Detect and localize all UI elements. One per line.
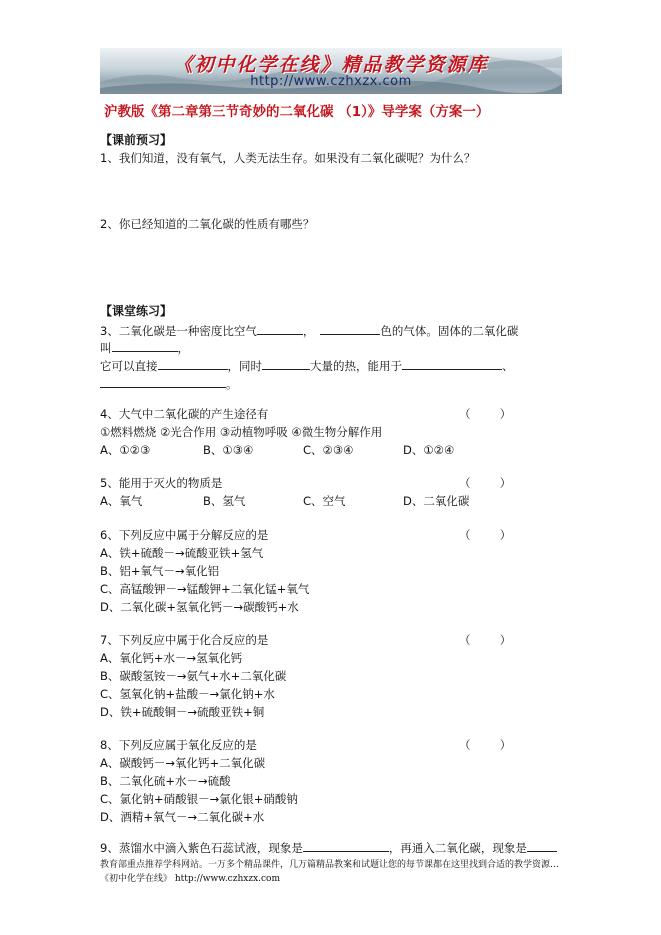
q4-option-c[interactable]: C、②③④ <box>303 443 354 457</box>
question-3-line-4 <box>100 374 238 392</box>
q9-text-2: ，再通入二氧化碳，现象是 <box>388 841 527 855</box>
q3-blank-2[interactable] <box>320 321 380 335</box>
q6-option-b[interactable]: B、铝+氧气－→氧化铝 <box>100 564 220 578</box>
q4-option-a[interactable]: A、①②③ <box>100 443 151 457</box>
q4-option-b[interactable]: B、①③④ <box>203 443 254 457</box>
question-4-answer-blank[interactable]: （ ） <box>459 407 512 421</box>
q4-option-d[interactable]: D、①②④ <box>403 443 455 457</box>
footer-text: 教育部重点推荐学科网站。一万多个精品课件，几万篇精品教案和试题让您的每节课都在这里找到合适的教学资源…《初中化学在线》 <box>100 860 560 884</box>
q5-option-a[interactable]: A、氧气 <box>100 494 143 508</box>
q7-option-c[interactable]: C、氢氧化钠+盐酸－→氯化钠+水 <box>100 687 275 701</box>
q3-blank-1[interactable] <box>257 321 303 335</box>
question-9 <box>100 838 557 856</box>
q3-text-4: 叫 <box>100 341 112 355</box>
q9-blank-2[interactable] <box>527 838 557 852</box>
question-2: 2、你已经知道的二氧化碳的性质有哪些？ <box>100 217 315 231</box>
q3-text-10: 。 <box>226 377 238 391</box>
question-6-answer-blank[interactable]: （ ） <box>459 528 512 542</box>
question-3-line-1 <box>100 321 518 339</box>
question-1: 1、我们知道，没有氧气，人类无法生存。如果没有二氧化碳呢？为什么？ <box>100 151 476 165</box>
q7-option-b[interactable]: B、碳酸氢铵－→氨气+水+二氧化碳 <box>100 669 287 683</box>
q6-option-d[interactable]: D、二氧化碳+氢氧化钙－→碳酸钙+水 <box>100 600 299 614</box>
section-preview-heading: 【课前预习】 <box>100 133 173 147</box>
question-7-stem: 7、下列反应中属于化合反应的是 <box>100 633 269 647</box>
q9-text-1: 9、蒸馏水中滴入紫色石蕊试液，现象是 <box>100 841 303 855</box>
footer-note <box>100 858 570 886</box>
q3-blank-4[interactable] <box>158 356 228 370</box>
q3-text-1: 3、二氧化碳是一种密度比空气 <box>100 324 257 338</box>
question-3-line-2 <box>100 338 189 356</box>
section-practice-heading: 【课堂练习】 <box>100 304 173 318</box>
q3-blank-3[interactable] <box>112 338 178 352</box>
q9-blank-1[interactable] <box>303 838 389 852</box>
question-5-answer-blank[interactable]: （ ） <box>459 476 512 490</box>
question-5-options <box>100 493 469 509</box>
q8-option-a[interactable]: A、碳酸钙－→氧化钙+二氧化碳 <box>100 756 266 770</box>
question-8-stem: 8、下列反应属于氧化反应的是 <box>100 738 257 752</box>
banner-url[interactable]: http://www.czhxzx.com <box>250 74 412 89</box>
footer-url[interactable]: http://www.czhxzx.com <box>174 874 281 884</box>
question-8-answer-blank[interactable]: （ ） <box>459 738 512 752</box>
question-5-stem: 5、能用于灭火的物质是 <box>100 476 223 490</box>
q6-option-c[interactable]: C、高锰酸钾－→锰酸钾+二氧化锰+氧气 <box>100 582 310 596</box>
q3-blank-7[interactable] <box>100 374 226 388</box>
question-4-items: ①燃料燃烧 ②光合作用 ③动植物呼吸 ④微生物分解作用 <box>100 425 383 439</box>
document-title: 沪教版《第二章第三节奇妙的二氧化碳 （1）》导学案（方案一） <box>104 104 490 120</box>
q3-text-5: ， <box>177 341 189 355</box>
q5-option-c[interactable]: C、空气 <box>303 494 346 508</box>
question-3-line-3 <box>100 356 514 374</box>
q3-text-9: 、 <box>502 359 514 373</box>
q3-text-6: 它可以直接 <box>100 359 158 373</box>
q3-text-3: 色的气体。固体的二氧化碳 <box>380 324 519 338</box>
question-6-stem: 6、下列反应中属于分解反应的是 <box>100 528 269 542</box>
q8-option-d[interactable]: D、酒精+氧气－→二氧化碳+水 <box>100 810 265 824</box>
banner-title: 《初中化学在线》精品教学资源库 <box>173 54 489 76</box>
q5-option-d[interactable]: D、二氧化碳 <box>403 494 470 508</box>
q3-text-2: ， <box>302 324 315 338</box>
question-7-answer-blank[interactable]: （ ） <box>459 633 512 647</box>
q7-option-d[interactable]: D、铁+硫酸铜－→硫酸亚铁+铜 <box>100 705 265 719</box>
header-banner <box>100 48 562 94</box>
q3-blank-5[interactable] <box>262 356 310 370</box>
question-4-options <box>100 442 454 458</box>
q8-option-b[interactable]: B、二氧化硫+水－→硫酸 <box>100 774 231 788</box>
q5-option-b[interactable]: B、氢气 <box>203 494 246 508</box>
q8-option-c[interactable]: C、氯化钠+硝酸银－→氯化银+硝酸钠 <box>100 792 298 806</box>
question-4-stem: 4、大气中二氧化碳的产生途径有 <box>100 407 269 421</box>
q3-blank-6[interactable] <box>402 356 502 370</box>
q6-option-a[interactable]: A、铁+硫酸－→硫酸亚铁+氢气 <box>100 546 264 560</box>
q3-text-8: 大量的热，能用于 <box>310 359 402 373</box>
q7-option-a[interactable]: A、氧化钙+水－→氢氧化钙 <box>100 651 243 665</box>
q3-text-7: ，同时 <box>227 359 262 373</box>
